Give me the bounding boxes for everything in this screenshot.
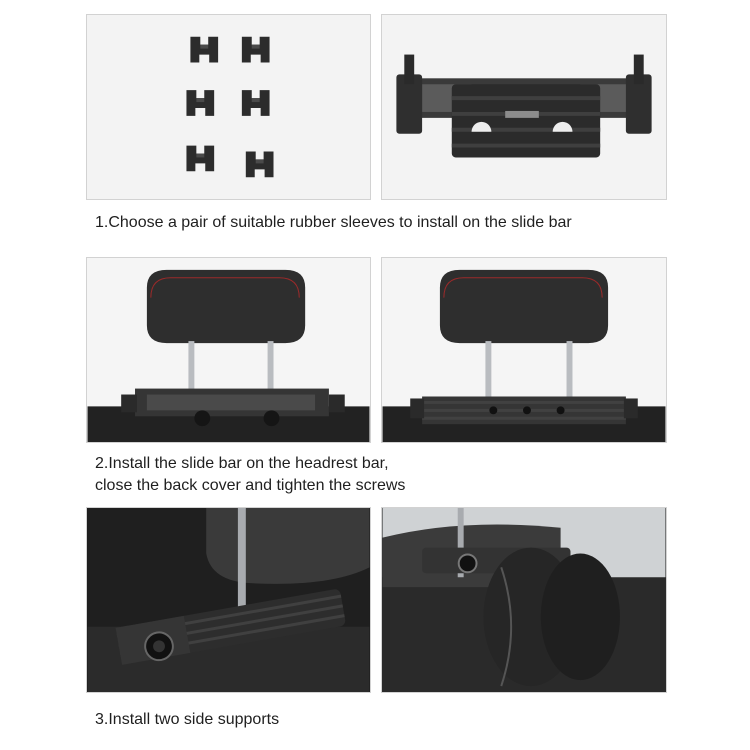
side-support-closeup-illustration	[87, 508, 370, 692]
step-1-caption: 1.Choose a pair of suitable rubber sleeves to install on the slide bar	[95, 214, 572, 231]
sleeve-pair-2	[186, 90, 269, 116]
side-supports-installed-photo	[381, 507, 667, 693]
rubber-sleeves-illustration	[87, 15, 370, 199]
side-supports-installed-illustration	[382, 508, 666, 692]
slide-bar-photo	[381, 14, 667, 200]
sleeve-pair-1	[190, 37, 269, 63]
rubber-sleeves-photo	[86, 14, 371, 200]
side-support-closeup-photo	[86, 507, 371, 693]
slide-bar-on-headrest-open-photo	[86, 257, 371, 443]
step-3-caption: 3.Install two side supports	[95, 711, 280, 728]
step-2-caption-line-1: 2.Install the slide bar on the headrest bar,	[95, 455, 389, 472]
slide-bar-on-headrest-closed-photo	[381, 257, 667, 443]
sleeve-pair-3	[186, 146, 273, 178]
headrest-closed-illustration	[382, 258, 666, 442]
headrest-open-illustration	[87, 258, 370, 442]
step-2-caption-line-2: close the back cover and tighten the screws	[95, 477, 406, 494]
slide-bar-illustration	[382, 15, 666, 199]
